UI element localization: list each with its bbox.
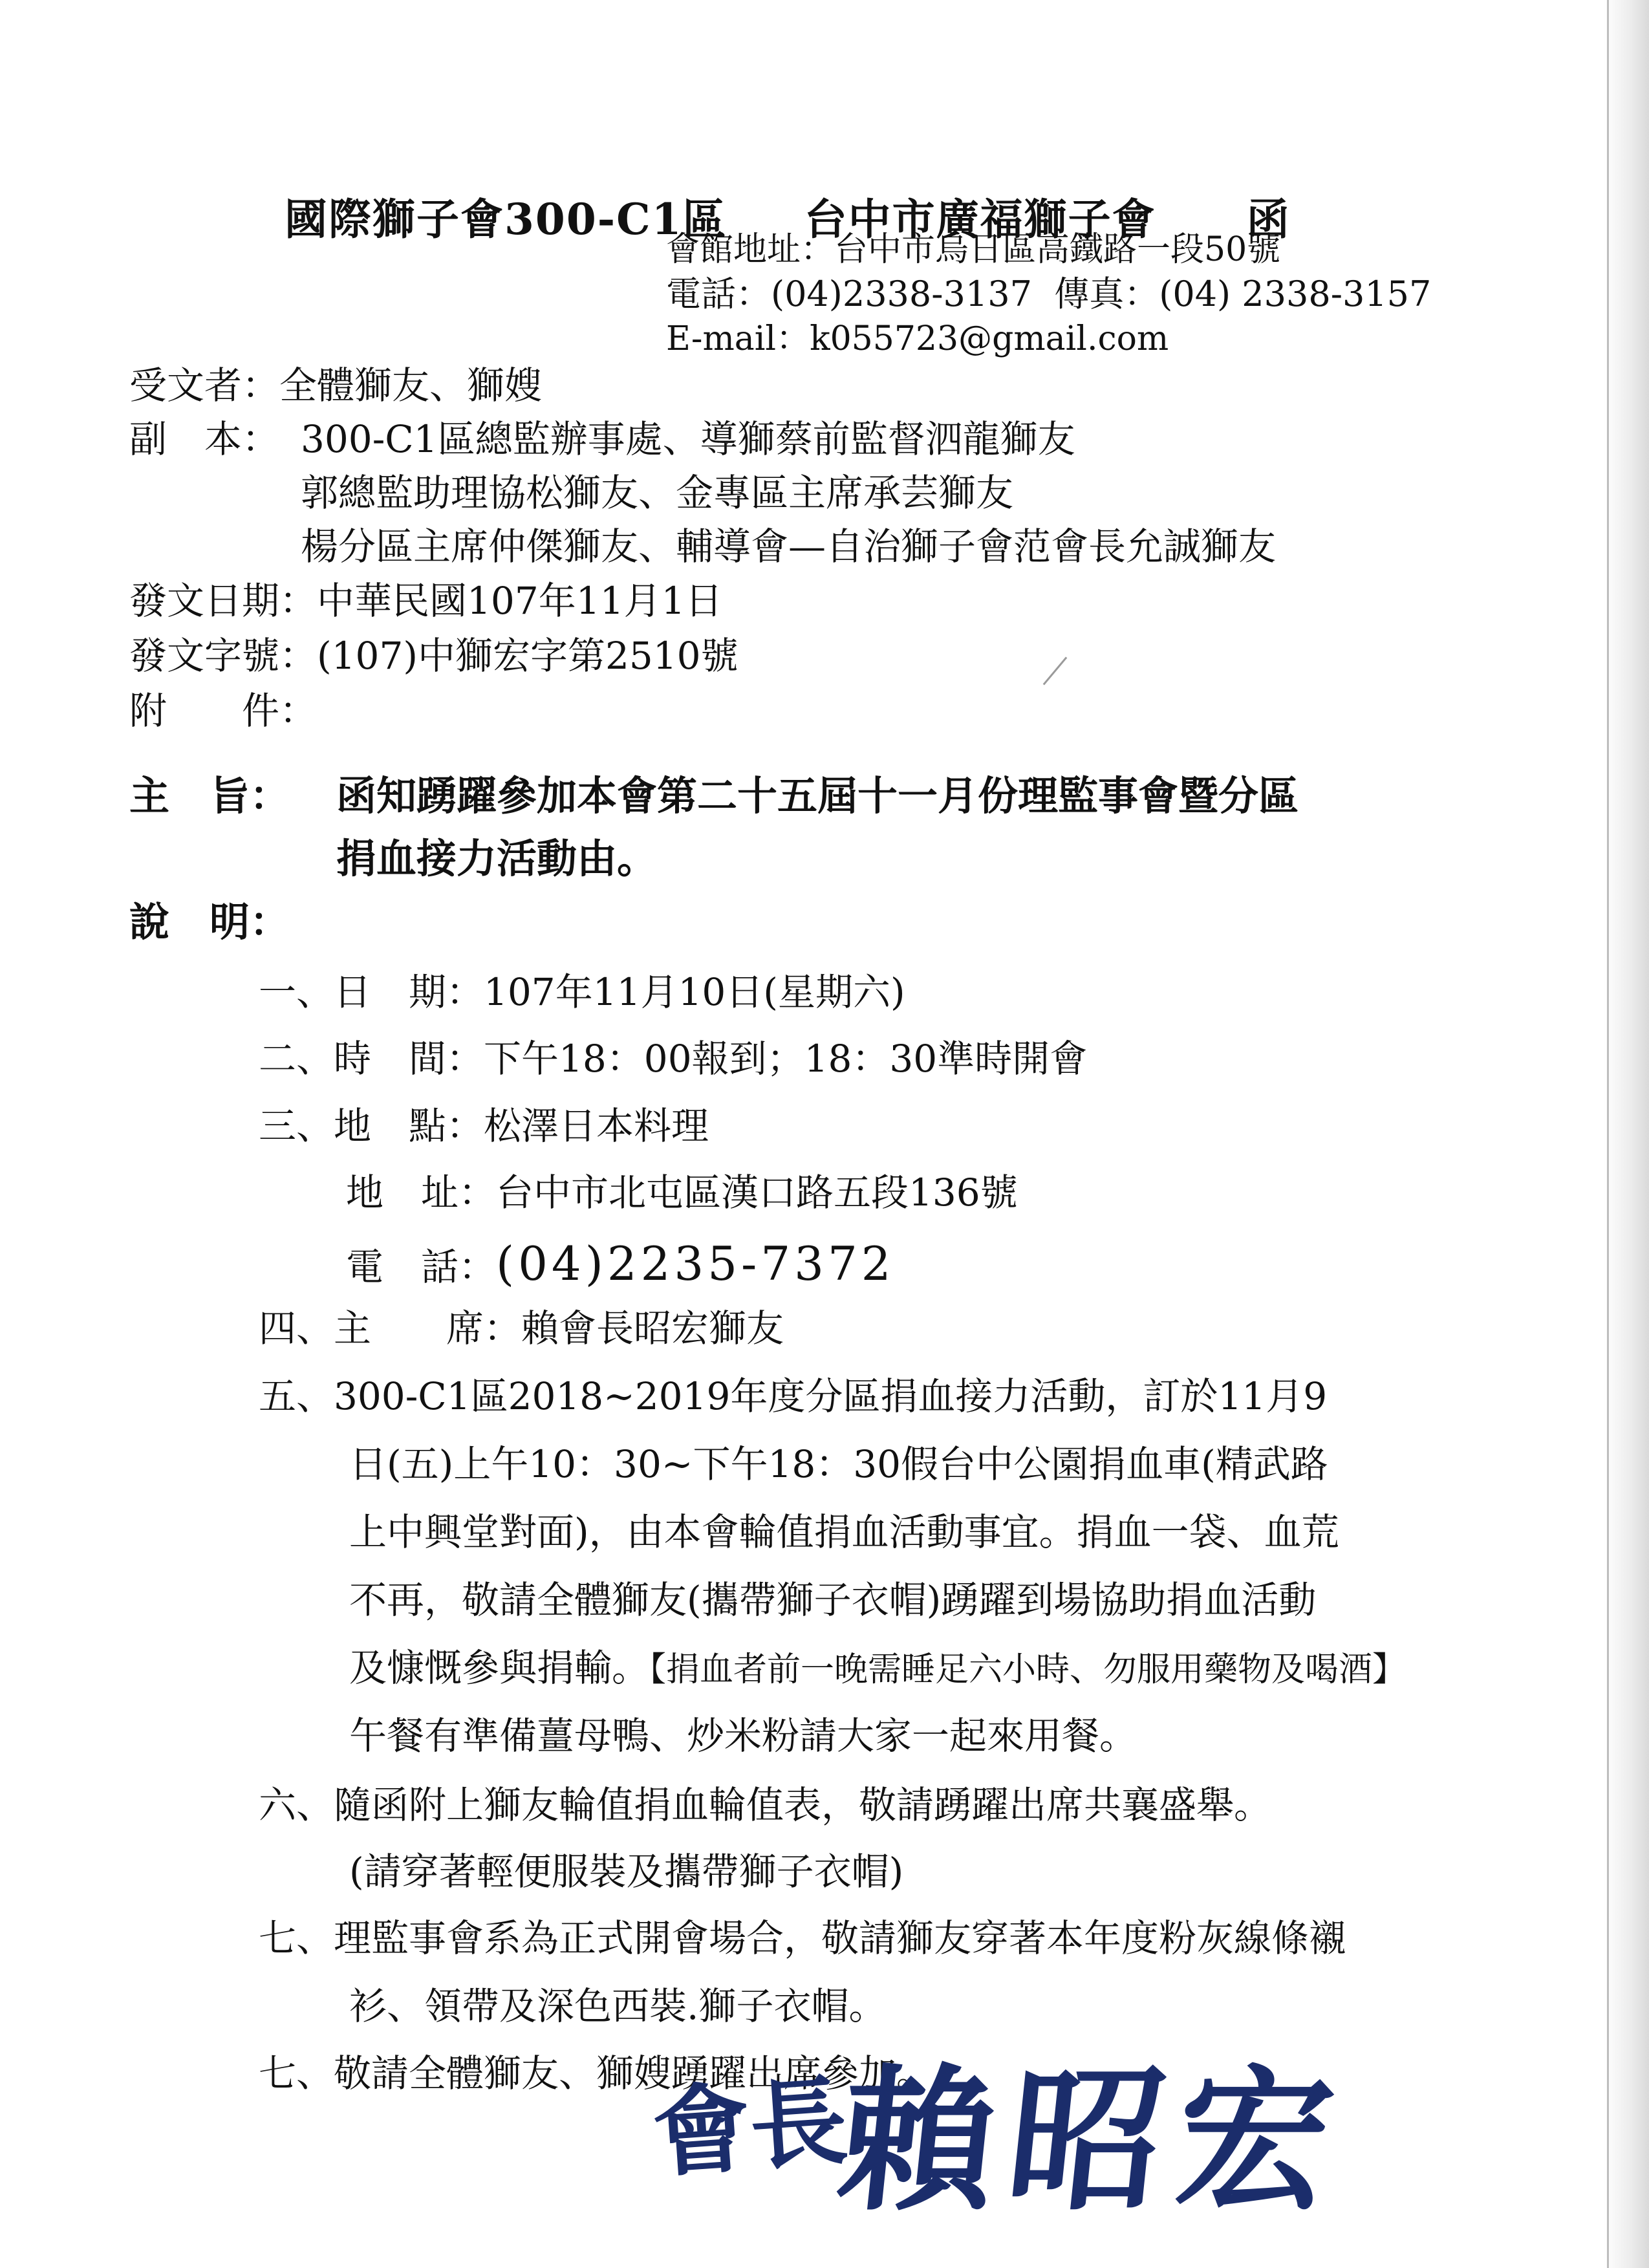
item-time: 二、時 間：下午18：00報到；18：30準時開會 bbox=[259, 1037, 1088, 1081]
scan-page-edge bbox=[1604, 0, 1649, 2268]
item-chair: 四、主 席：賴會長昭宏獅友 bbox=[259, 1306, 784, 1350]
item5-line-4: 不再，敬請全體獅友(攜帶獅子衣帽)踴躍到場協助捐血活動 bbox=[349, 1578, 1317, 1622]
venue-phone: (04)2235-7372 bbox=[496, 1237, 895, 1291]
item5-line-6: 午餐有準備薑母鴨、炒米粉請大家一起來用餐。 bbox=[349, 1714, 1137, 1758]
venue-phone-label: 電 話： bbox=[346, 1245, 497, 1289]
item5-line-5 bbox=[349, 1646, 1406, 1690]
club-address: 會館地址：台中市烏日區高鐵路一段50號 bbox=[666, 230, 1281, 269]
date-value: 中華民國107年11月1日 bbox=[317, 579, 723, 623]
venue-address: 地 址：台中市北屯區漢口路五段136號 bbox=[346, 1171, 1018, 1215]
club-name: 台中市廣福獅子會 bbox=[804, 194, 1156, 244]
item5-line-2: 日(五)上午10：30~下午18：30假台中公園捐血車(精武路 bbox=[349, 1442, 1328, 1486]
item7a-line-1: 七、理監事會系為正式開會場合，敬請獅友穿著本年度粉灰線條襯 bbox=[259, 1916, 1347, 1960]
cc-line-3: 楊分區主席仲傑獅友、輔導會—自治獅子會范會長允誠獅友 bbox=[301, 524, 1277, 568]
item6-line-2: (請穿著輕便服裝及攜帶獅子衣帽) bbox=[349, 1850, 904, 1894]
item-date: 一、日 期：107年11月10日(星期六) bbox=[259, 970, 905, 1014]
subject-line-1: 函知踴躍參加本會第二十五屆十一月份理監事會暨分區 bbox=[336, 772, 1299, 819]
signature-title: 會長 bbox=[649, 2064, 851, 2192]
doc-number-row bbox=[129, 634, 738, 678]
recipient-row bbox=[129, 363, 543, 407]
scan-mark bbox=[1043, 656, 1068, 685]
attachment-label: 附 件： bbox=[129, 689, 318, 733]
cc-line-2: 郭總監助理協松獅友、金專區主席承芸獅友 bbox=[301, 471, 1014, 515]
recipient-value: 全體獅友、獅嫂 bbox=[279, 363, 543, 407]
doc-type: 函 bbox=[1246, 194, 1291, 244]
item7a-line-2: 衫、領帶及深色西裝.獅子衣帽。 bbox=[349, 1984, 887, 2028]
letterhead-title bbox=[252, 155, 1291, 244]
venue-phone-row bbox=[346, 1237, 895, 1291]
item7b: 七、敬請全體獅友、獅嫂踴躍出席參加。 bbox=[259, 2051, 934, 2095]
subject-label: 主 旨： bbox=[129, 772, 290, 819]
recipient-label: 受文者： bbox=[129, 363, 280, 407]
doc-number-label: 發文字號： bbox=[129, 634, 318, 678]
item6-line-1: 六、隨函附上獅友輪值捐血輪值表，敬請踴躍出席共襄盛舉。 bbox=[259, 1783, 1272, 1827]
date-row bbox=[129, 579, 723, 623]
club-email: E-mail：k055723@gmail.com bbox=[666, 319, 1169, 358]
cc-line-1: 300-C1區總監辦事處、導獅蔡前監督泗龍獅友 bbox=[301, 417, 1075, 461]
scan-edge-line bbox=[1607, 0, 1609, 2268]
date-label: 發文日期： bbox=[129, 579, 318, 623]
item5-note: 【捐血者前一晚需睡足六小時、勿服用藥物及喝酒】 bbox=[649, 1650, 1406, 1689]
cc-label: 副 本： bbox=[129, 417, 280, 461]
item5-text: 及慷慨參與捐輸。 bbox=[349, 1646, 650, 1690]
item5-line-3: 上中興堂對面)，由本會輪值捐血活動事宜。捐血一袋、血荒 bbox=[349, 1510, 1339, 1554]
subject-line-2: 捐血接力活動由。 bbox=[336, 835, 658, 882]
doc-number-value: (107)中獅宏字第2510號 bbox=[317, 634, 738, 678]
club-phone-fax: 電話：(04)2338-3137 傳真：(04) 2338-3157 bbox=[666, 274, 1432, 314]
org-name: 國際獅子會300-C1區 bbox=[284, 194, 727, 244]
item-venue: 三、地 點：松澤日本料理 bbox=[259, 1104, 709, 1148]
explanation-label: 說 明： bbox=[129, 898, 290, 945]
signature-name: 賴昭宏 bbox=[831, 2049, 1355, 2232]
item5-line-1: 五、300-C1區2018~2019年度分區捐血接力活動，訂於11月9 bbox=[259, 1374, 1328, 1418]
